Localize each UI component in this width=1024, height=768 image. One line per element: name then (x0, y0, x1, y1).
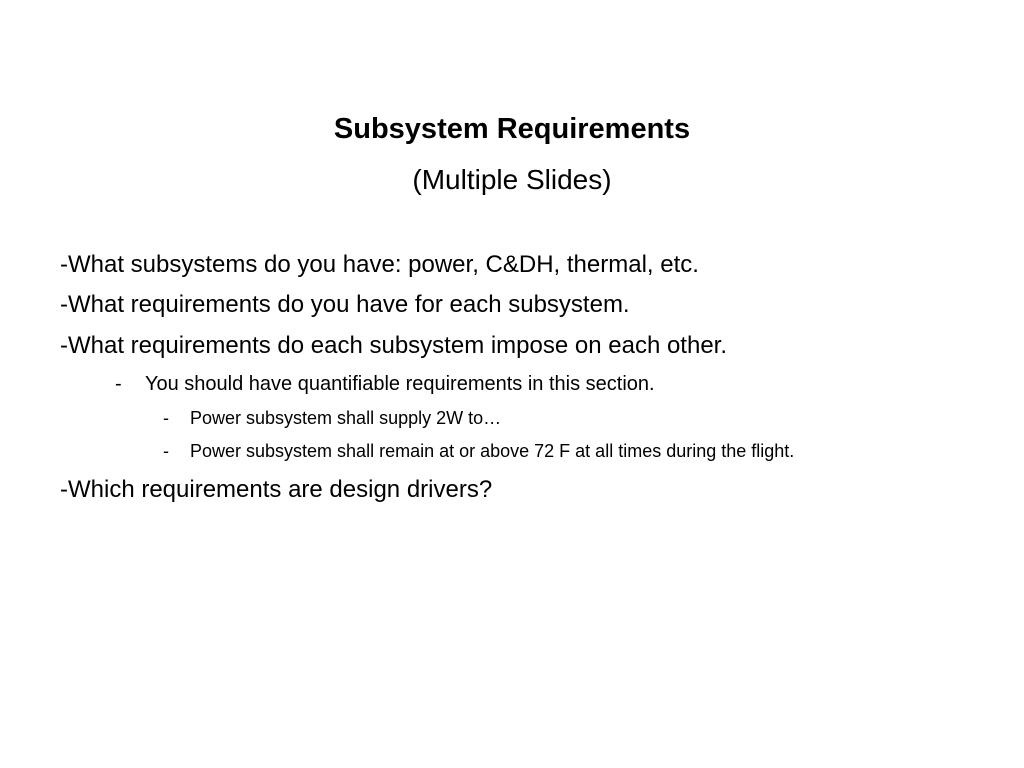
sub-sub-bullet-dash: - (163, 441, 169, 461)
sub-bullet-quantifiable (115, 371, 655, 397)
sub-bullet-text: You should have quantifiable requirements in this section. (145, 373, 655, 395)
sub-sub-bullet-supply (163, 406, 501, 430)
sub-sub-bullet-text: Power subsystem shall supply 2W to… (190, 408, 502, 428)
bullet-requirements: -What requirements do you have for each subsystem. (60, 291, 630, 318)
bullet-impose: -What requirements do each subsystem impose on each other. (60, 332, 728, 359)
slide-subtitle: (Multiple Slides) (412, 164, 612, 195)
sub-sub-bullet-dash: - (163, 408, 169, 428)
slide-title: Subsystem Requirements (333, 113, 691, 145)
bullet-subsystems: -What subsystems do you have: power, C&DH, thermal, etc. (60, 251, 699, 278)
sub-bullet-dash: - (115, 373, 122, 395)
sub-sub-bullet-text: Power subsystem shall remain at or above 72 F at all times during the flight. (190, 441, 795, 461)
bullet-design-drivers: -Which requirements are design drivers? (60, 476, 493, 503)
sub-sub-bullet-temperature (163, 439, 794, 463)
